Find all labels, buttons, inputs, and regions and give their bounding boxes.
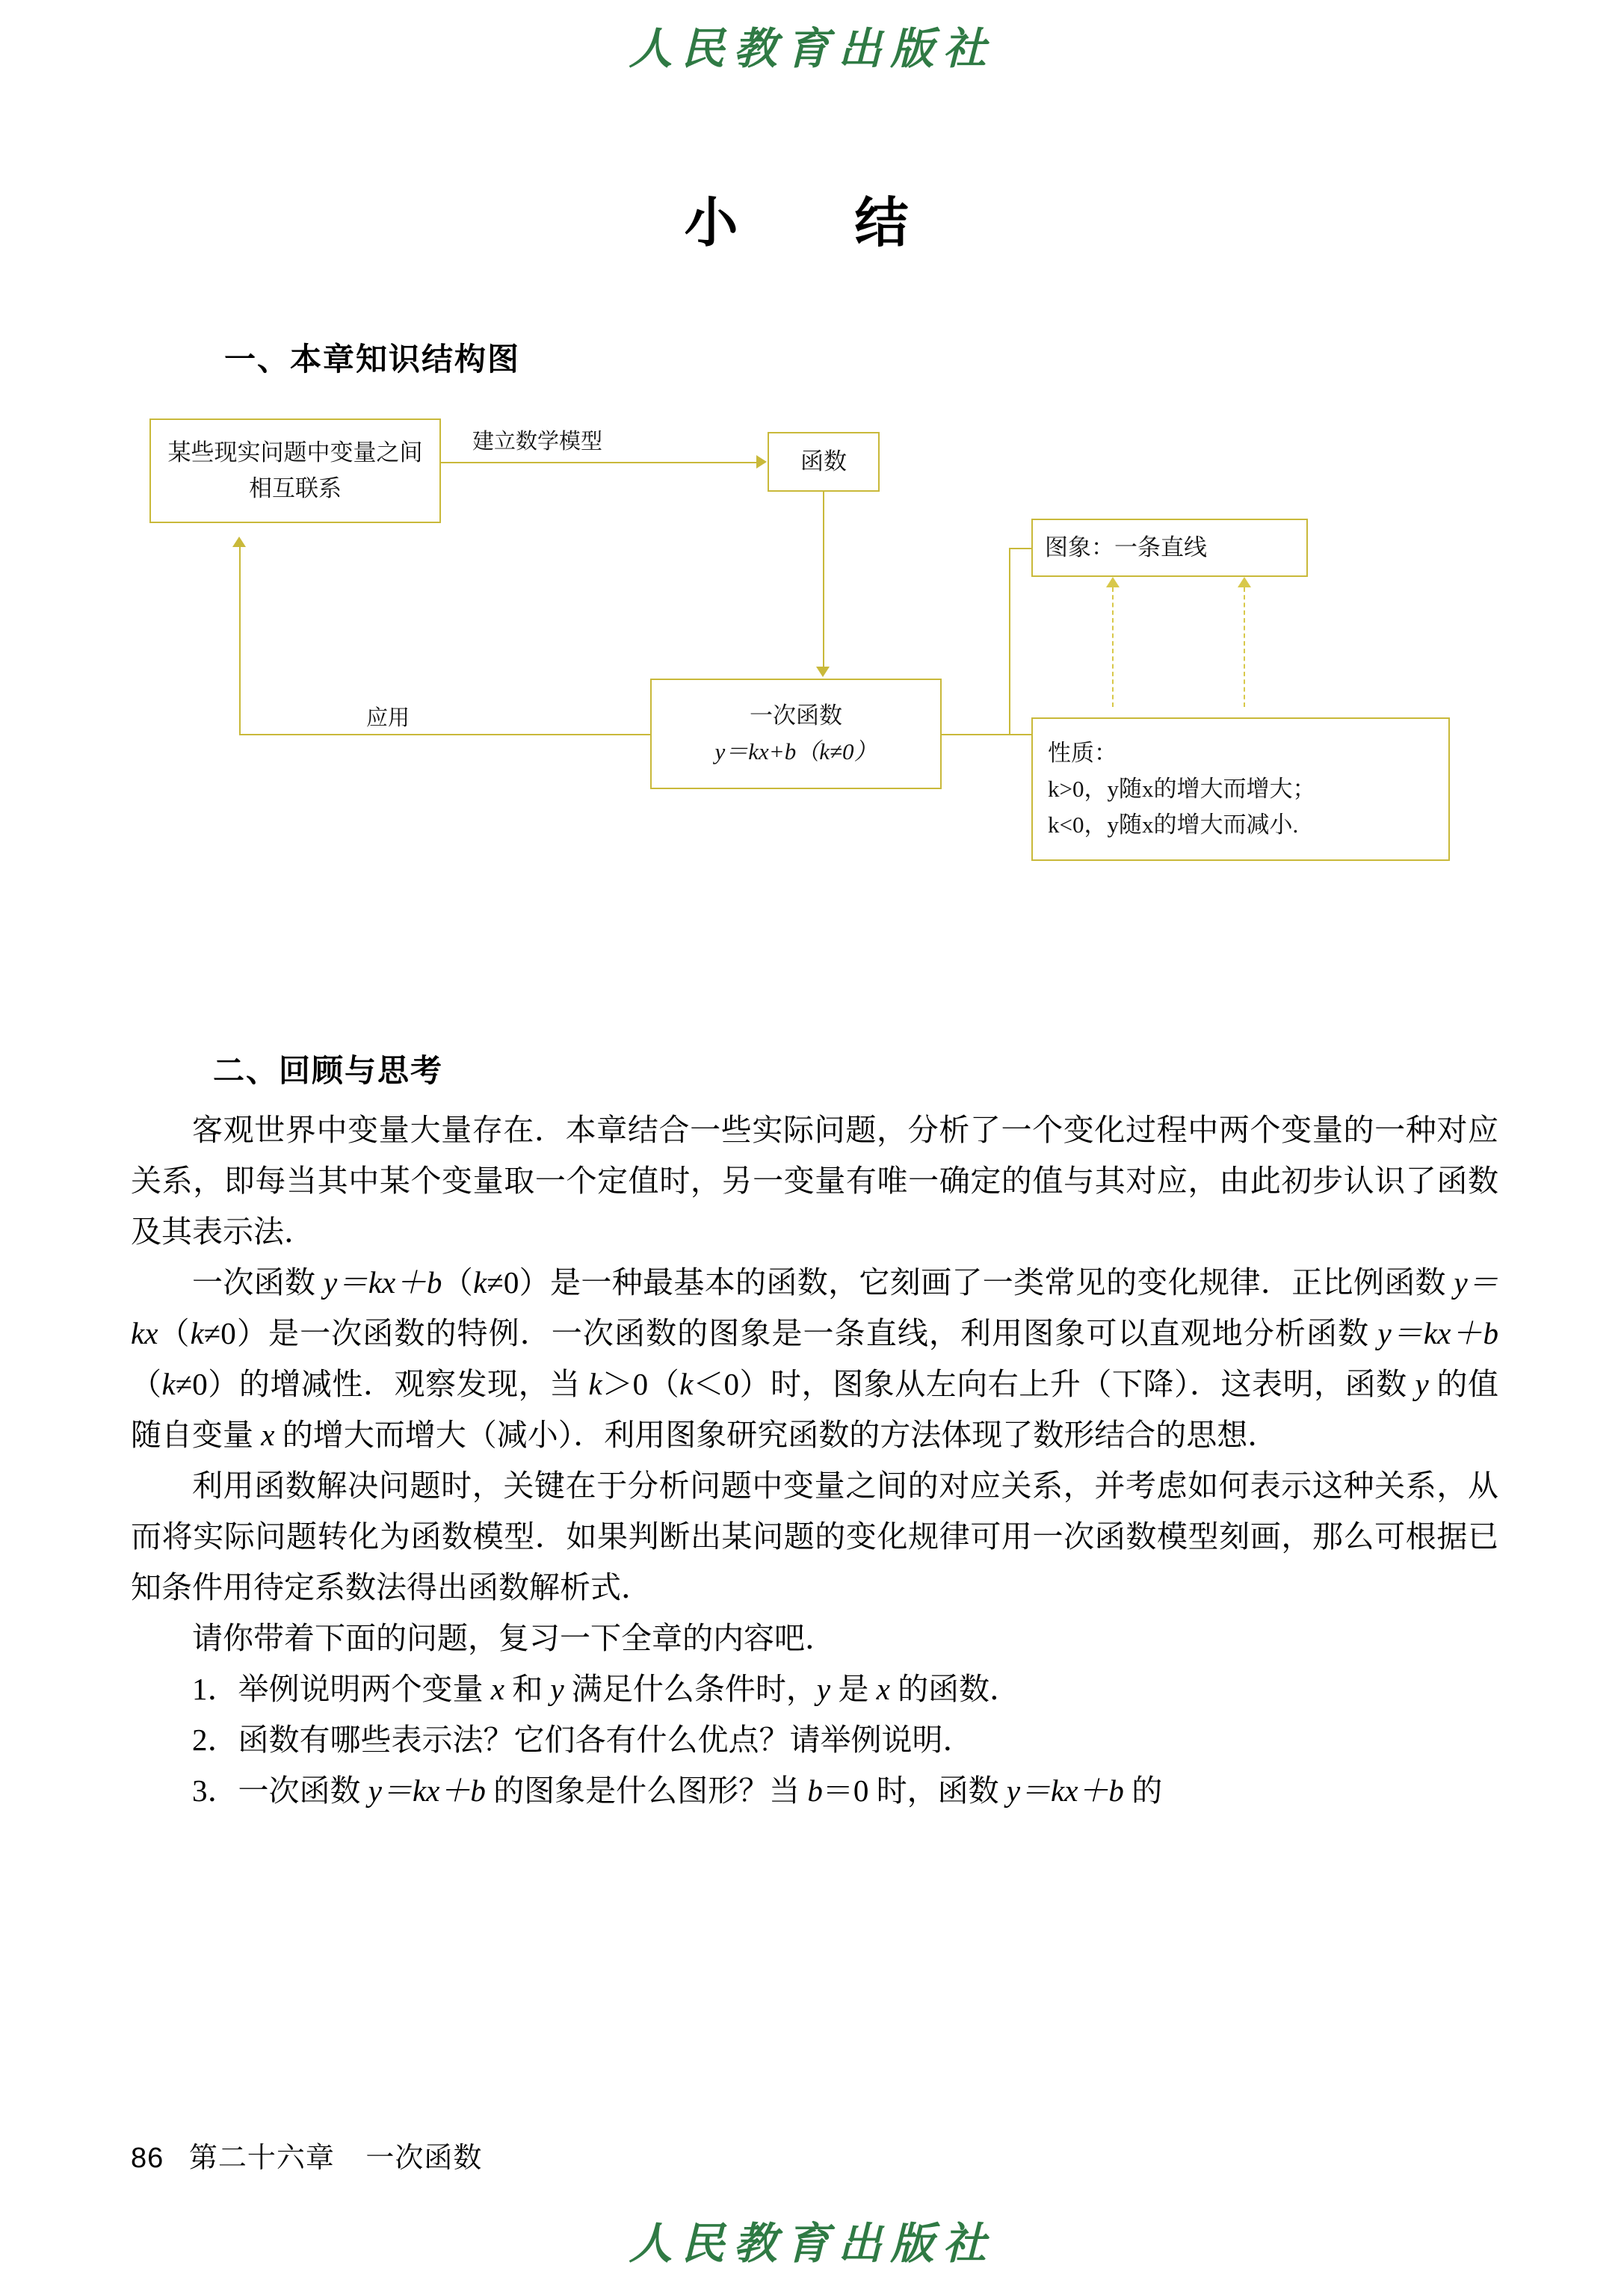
review-question-1: 1．举例说明两个变量 x 和 y 满足什么条件时，y 是 x 的函数．	[192, 1672, 1021, 1706]
review-paragraph-2: 一次函数 y＝kx＋b（k≠0）是一种最基本的函数，它刻画了一类常见的变化规律．正比例函数 y＝kx（k≠0）是一次函数的特例．一次函数的图象是一条直线，利用图象可以直观地分析函数 y＝kx＋b（k≠0）的增减性．观察发现，当 k＞0（k＜0）时，图象从左向右上升（下降）．这表明，函数 y 的值随自变量 x 的增大而增大（减小）．利用图象研究函数的方法体现了数形结合的思想．	[131, 1265, 1499, 1452]
review-paragraph-3: 利用函数解决问题时，关键在于分析问题中变量之间的对应关系，并考虑如何表示这种关系，从而将实际问题转化为函数模型．如果判断出某问题的变化规律可用一次函数模型刻画，那么可根据已知条件用待定系数法得出函数解析式．	[131, 1468, 1498, 1604]
page-title: 小 结	[684, 194, 940, 253]
chapter-name: 一次函数	[365, 2143, 483, 2174]
diagram-edge-label-apply: 应用	[366, 706, 410, 730]
diagram-edge-label-model: 建立数学模型	[472, 430, 603, 454]
diagram-node-linear-function	[650, 679, 942, 789]
diagram-node-function-label: 函数	[800, 448, 847, 475]
diagram-node-graph-label: 图象：一条直线	[1045, 534, 1207, 560]
diagram-node-function	[768, 432, 880, 492]
page-number: 86	[131, 2143, 164, 2174]
diagram-dashed-connector-left	[1112, 587, 1114, 707]
diagram-node-linear-function-label: 一次函数	[750, 702, 842, 729]
knowledge-structure-diagram	[149, 418, 1480, 972]
review-paragraph-1: 客观世界中变量大量存在．本章结合一些实际问题，分析了一个变化过程中两个变量的一种对应关系，即每当其中某个变量取一个定值时，另一变量有唯一确定的值与其对应，由此初步认识了函数及其表示法．	[131, 1113, 1498, 1249]
review-question-2: 2．函数有哪些表示法？它们各有什么优点？请举例说明．	[192, 1723, 974, 1757]
diagram-node-real-problems-label: 某些现实问题中变量之间相互联系	[167, 439, 423, 501]
publisher-logo-top: 人民教育出版社	[629, 25, 995, 73]
diagram-node-properties-line1: k>0，y随x的增大而增大；	[1048, 775, 1316, 802]
diagram-node-real-problems	[149, 418, 441, 523]
diagram-node-properties	[1031, 717, 1450, 861]
review-question-3: 3．一次函数 y＝kx＋b 的图象是什么图形？当 b＝0 时，函数 y＝kx＋b 的	[192, 1773, 1163, 1808]
diagram-node-linear-function-formula: y＝kx+b（k≠0）	[714, 738, 877, 765]
diagram-dashed-connector-right	[1244, 587, 1245, 707]
diagram-node-properties-title: 性质：	[1048, 739, 1117, 766]
publisher-logo-bottom: 人民教育出版社	[629, 2220, 995, 2268]
review-paragraph-4: 请你带着下面的问题，复习一下全章的内容吧．	[192, 1621, 836, 1655]
diagram-node-properties-line2: k<0，y随x的增大而减小.	[1048, 812, 1299, 838]
page-footer	[131, 2134, 482, 2175]
section-heading-knowledge-structure: 一、本章知识结构图	[224, 342, 521, 377]
chapter-number: 第二十六章	[188, 2143, 335, 2174]
section-heading-review: 二、回顾与思考	[213, 1053, 444, 1088]
review-body	[131, 1105, 1498, 1816]
diagram-node-graph	[1031, 519, 1308, 577]
